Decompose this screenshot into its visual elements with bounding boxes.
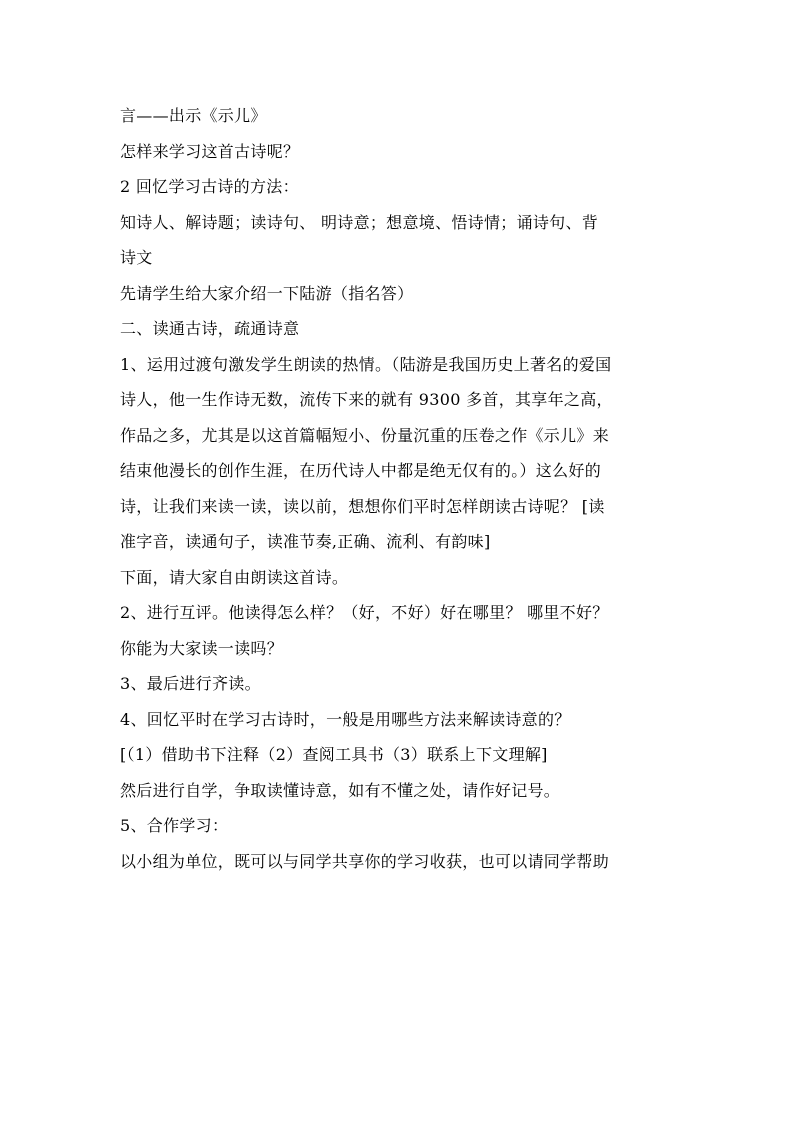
text-line: 5、合作学习： (120, 816, 229, 835)
text-line: 先请学生给大家介绍一下陆游（指名答） (120, 283, 414, 303)
text-line: 以小组为单位，既可以与同学共享你的学习收获，也可以请同学帮助 (120, 851, 610, 871)
text-line: 准字音，读通句子，读准节奏,正确、流利、有韵味] (120, 532, 491, 551)
text-line: 2 回忆学习古诗的方法： (120, 177, 299, 196)
text-line: 诗，让我们来读一读，读以前，想想你们平时怎样朗读古诗呢？ [读 (120, 496, 605, 516)
text-line: 2、进行互评。他读得怎么样？（好，不好）好在哪里？ 哪里不好？ (120, 603, 609, 622)
text-line: 言——出示《示儿》 (120, 106, 267, 125)
text-line: 你能为大家读一读吗？ (120, 638, 284, 658)
text-line: 诗文 (120, 248, 153, 267)
text-line: 作品之多，尤其是以这首篇幅短小、份量沉重的压卷之作《示儿》来 (120, 425, 610, 445)
section-heading: 二、读通古诗，疏通诗意 (120, 319, 300, 338)
text-line: 诗人，他一生作诗无数，流传下来的就有 9300 多首，其享年之高， (120, 390, 613, 409)
text-line: 下面，请大家自由朗读这首诗。 (120, 567, 349, 587)
document-body (120, 98, 680, 879)
text-line: 3、最后进行齐读。 (120, 674, 261, 693)
text-line: 知诗人、解诗题；读诗句、 明诗意；想意境、悟诗情；诵诗句、背 (120, 212, 599, 232)
text-line: [（1）借助书下注释（2）查阅工具书（3）联系上下文理解] (120, 745, 548, 764)
text-line: 怎样来学习这首古诗呢？ (120, 141, 300, 161)
text-line: 然后进行自学，争取读懂诗意，如有不懂之处，请作好记号。 (120, 780, 561, 800)
text-line: 结束他漫长的创作生涯，在历代诗人中都是绝无仅有的。）这么好的 (120, 461, 602, 480)
text-line: 4、回忆平时在学习古诗时，一般是用哪些方法来解读诗意的？ (120, 709, 571, 729)
text-line: 1、运用过渡句激发学生朗读的热情。（陆游是我国历史上著名的爱国 (120, 354, 612, 374)
